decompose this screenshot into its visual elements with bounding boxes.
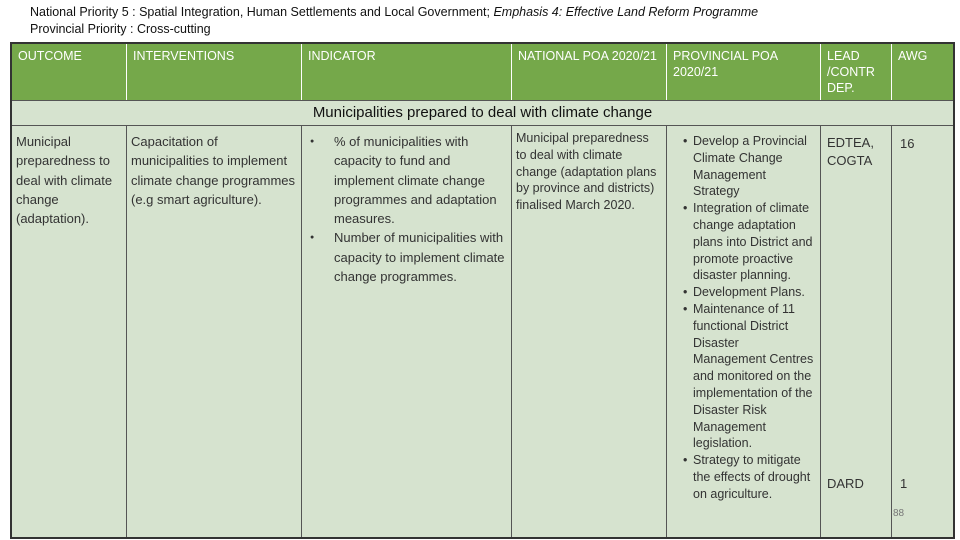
national-poa-cell: Municipal preparedness to deal with climate change (adaptation plans by province and districts) finalised March 2020. [512,126,667,537]
col-header-interventions: INTERVENTIONS [127,44,302,100]
provincial-poa-item: • Develop a Provincial Climate Change Management Strategy [683,133,814,200]
lead-dept-primary: EDTEA, COGTA [827,135,874,168]
provincial-poa-list [683,133,814,503]
page-number: 88 [893,508,905,519]
col-header-national-poa: NATIONAL POA 2020/21 [512,44,667,100]
col-header-awg: AWG [892,44,953,100]
indicator-list [306,132,507,286]
provincial-poa-item: • Integration of climate change adaptation plans into District and promote proactive disaster planning. [683,200,814,284]
section-title: Municipalities prepared to deal with climate change [12,100,953,126]
provincial-poa-item: • Development Plans. [683,284,814,301]
national-priority-line [30,4,758,21]
col-header-indicator: INDICATOR [302,44,512,100]
outcome-cell: Municipal preparedness to deal with climate change (adaptation). [12,126,127,537]
awg-value-primary: 16 [900,136,915,151]
provincial-poa-cell [667,126,821,537]
indicator-item: ● Number of municipalities with capacity to implement climate change programmes. [306,228,507,286]
emphasis-text: Emphasis 4: Effective Land Reform Programme [493,5,759,19]
awg-value-secondary: 1 [900,476,908,491]
col-header-provincial-poa: PROVINCIAL POA 2020/21 [667,44,821,100]
provincial-poa-item: • Strategy to mitigate the effects of drought on agriculture. [683,452,814,502]
intervention-cell: Capacitation of municipalities to implement climate change programmes (e.g smart agriculture). [127,126,302,537]
awg-cell [892,126,953,537]
national-priority-text: National Priority 5 : Spatial Integration, Human Settlements and Local Government; [30,5,494,19]
col-header-lead: LEAD /CONTR DEP. [821,44,892,100]
page-header [30,4,758,38]
lead-cell [821,126,892,537]
priority-table [10,42,955,539]
indicator-item: ● % of municipalities with capacity to fund and implement climate change programmes and adaptation measures. [306,132,507,228]
lead-dept-secondary: DARD [827,476,864,491]
col-header-outcome: OUTCOME [12,44,127,100]
provincial-poa-item: • Maintenance of 11 functional District Disaster Management Centres and monitored on the implementation of the Disaster Risk Management legislation. [683,301,814,452]
indicator-cell [302,126,512,537]
provincial-priority-line: Provincial Priority : Cross-cutting [30,22,211,36]
